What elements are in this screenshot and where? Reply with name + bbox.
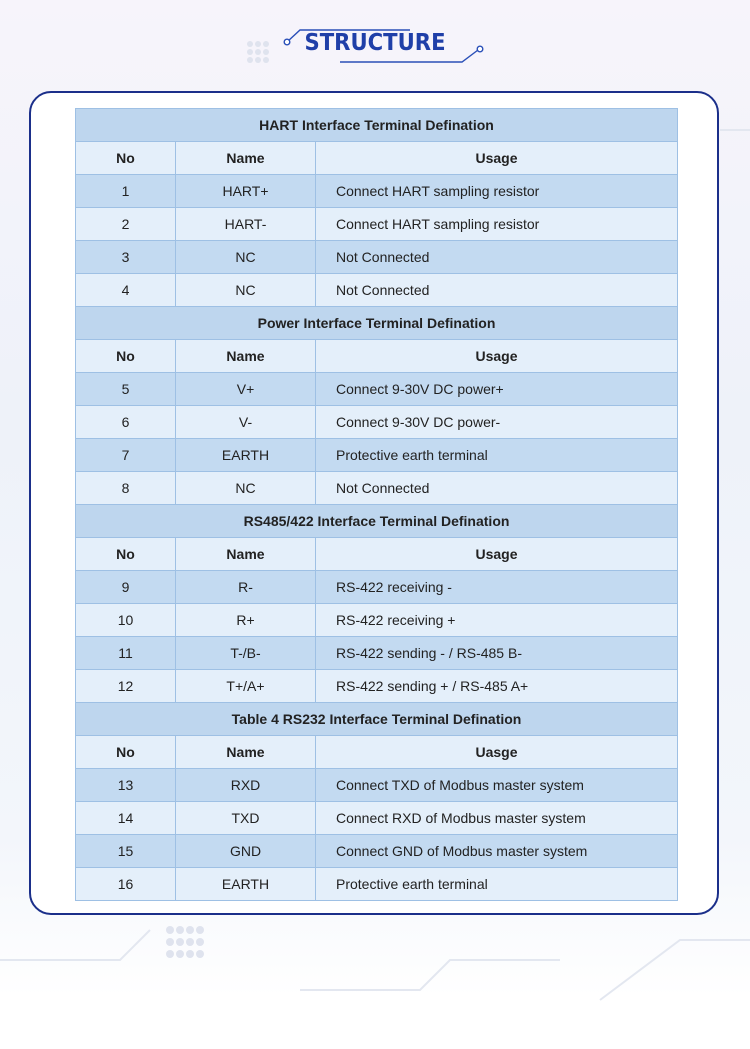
cell-usage: Connect TXD of Modbus master system xyxy=(316,769,678,802)
cell-usage: RS-422 sending - / RS-485 B- xyxy=(316,637,678,670)
table-row xyxy=(76,571,678,604)
cell-no: 14 xyxy=(76,802,176,835)
column-header-row xyxy=(76,340,678,373)
cell-no: 7 xyxy=(76,439,176,472)
table-row xyxy=(76,868,678,901)
cell-no: 8 xyxy=(76,472,176,505)
column-header-no: No xyxy=(76,142,176,175)
cell-usage: Not Connected xyxy=(316,274,678,307)
cell-no: 5 xyxy=(76,373,176,406)
cell-name: GND xyxy=(176,835,316,868)
cell-name: NC xyxy=(176,274,316,307)
table-row xyxy=(76,604,678,637)
cell-no: 10 xyxy=(76,604,176,637)
table-row xyxy=(76,274,678,307)
table-row xyxy=(76,835,678,868)
cell-usage: Not Connected xyxy=(316,472,678,505)
terminal-definition-table xyxy=(75,108,678,901)
cell-usage: Connect 9-30V DC power- xyxy=(316,406,678,439)
cell-name: RXD xyxy=(176,769,316,802)
table-row xyxy=(76,670,678,703)
column-header-usage: Usage xyxy=(316,538,678,571)
cell-name: TXD xyxy=(176,802,316,835)
column-header-usage: Usage xyxy=(316,340,678,373)
table-row xyxy=(76,769,678,802)
column-header-name: Name xyxy=(176,736,316,769)
section-title: Power Interface Terminal Defination xyxy=(76,307,678,340)
column-header-no: No xyxy=(76,340,176,373)
column-header-row xyxy=(76,142,678,175)
cell-name: EARTH xyxy=(176,439,316,472)
section-title: HART Interface Terminal Defination xyxy=(76,109,678,142)
cell-no: 9 xyxy=(76,571,176,604)
column-header-name: Name xyxy=(176,142,316,175)
section-title-row xyxy=(76,109,678,142)
cell-name: V- xyxy=(176,406,316,439)
table-row xyxy=(76,439,678,472)
cell-usage: RS-422 receiving + xyxy=(316,604,678,637)
cell-name: T-/B- xyxy=(176,637,316,670)
cell-usage: RS-422 receiving - xyxy=(316,571,678,604)
column-header-no: No xyxy=(76,736,176,769)
cell-name: NC xyxy=(176,241,316,274)
cell-name: R- xyxy=(176,571,316,604)
column-header-usage: Usage xyxy=(316,142,678,175)
table-row xyxy=(76,208,678,241)
cell-no: 3 xyxy=(76,241,176,274)
column-header-usage: Uasge xyxy=(316,736,678,769)
cell-name: V+ xyxy=(176,373,316,406)
cell-name: HART+ xyxy=(176,175,316,208)
cell-usage: Protective earth terminal xyxy=(316,868,678,901)
cell-no: 2 xyxy=(76,208,176,241)
column-header-name: Name xyxy=(176,538,316,571)
cell-usage: Protective earth terminal xyxy=(316,439,678,472)
cell-no: 1 xyxy=(76,175,176,208)
cell-usage: RS-422 sending + / RS-485 A+ xyxy=(316,670,678,703)
section-title-row xyxy=(76,307,678,340)
cell-name: EARTH xyxy=(176,868,316,901)
column-header-no: No xyxy=(76,538,176,571)
cell-no: 4 xyxy=(76,274,176,307)
cell-name: R+ xyxy=(176,604,316,637)
cell-no: 12 xyxy=(76,670,176,703)
cell-no: 16 xyxy=(76,868,176,901)
table-row xyxy=(76,175,678,208)
cell-no: 11 xyxy=(76,637,176,670)
column-header-name: Name xyxy=(176,340,316,373)
section-title: Table 4 RS232 Interface Terminal Defination xyxy=(76,703,678,736)
column-header-row xyxy=(76,538,678,571)
page-title: STRUCTURE xyxy=(304,30,446,56)
table-row xyxy=(76,373,678,406)
table-row xyxy=(76,406,678,439)
cell-usage: Connect HART sampling resistor xyxy=(316,208,678,241)
cell-usage: Connect GND of Modbus master system xyxy=(316,835,678,868)
cell-usage: Connect 9-30V DC power+ xyxy=(316,373,678,406)
cell-usage: Connect HART sampling resistor xyxy=(316,175,678,208)
cell-no: 6 xyxy=(76,406,176,439)
cell-usage: Not Connected xyxy=(316,241,678,274)
section-title-row xyxy=(76,703,678,736)
table-row xyxy=(76,241,678,274)
column-header-row xyxy=(76,736,678,769)
cell-no: 13 xyxy=(76,769,176,802)
table-row xyxy=(76,637,678,670)
cell-usage: Connect RXD of Modbus master system xyxy=(316,802,678,835)
cell-name: T+/A+ xyxy=(176,670,316,703)
table-row xyxy=(76,472,678,505)
cell-no: 15 xyxy=(76,835,176,868)
section-title-row xyxy=(76,505,678,538)
cell-name: NC xyxy=(176,472,316,505)
section-title: RS485/422 Interface Terminal Defination xyxy=(76,505,678,538)
cell-name: HART- xyxy=(176,208,316,241)
table-row xyxy=(76,802,678,835)
